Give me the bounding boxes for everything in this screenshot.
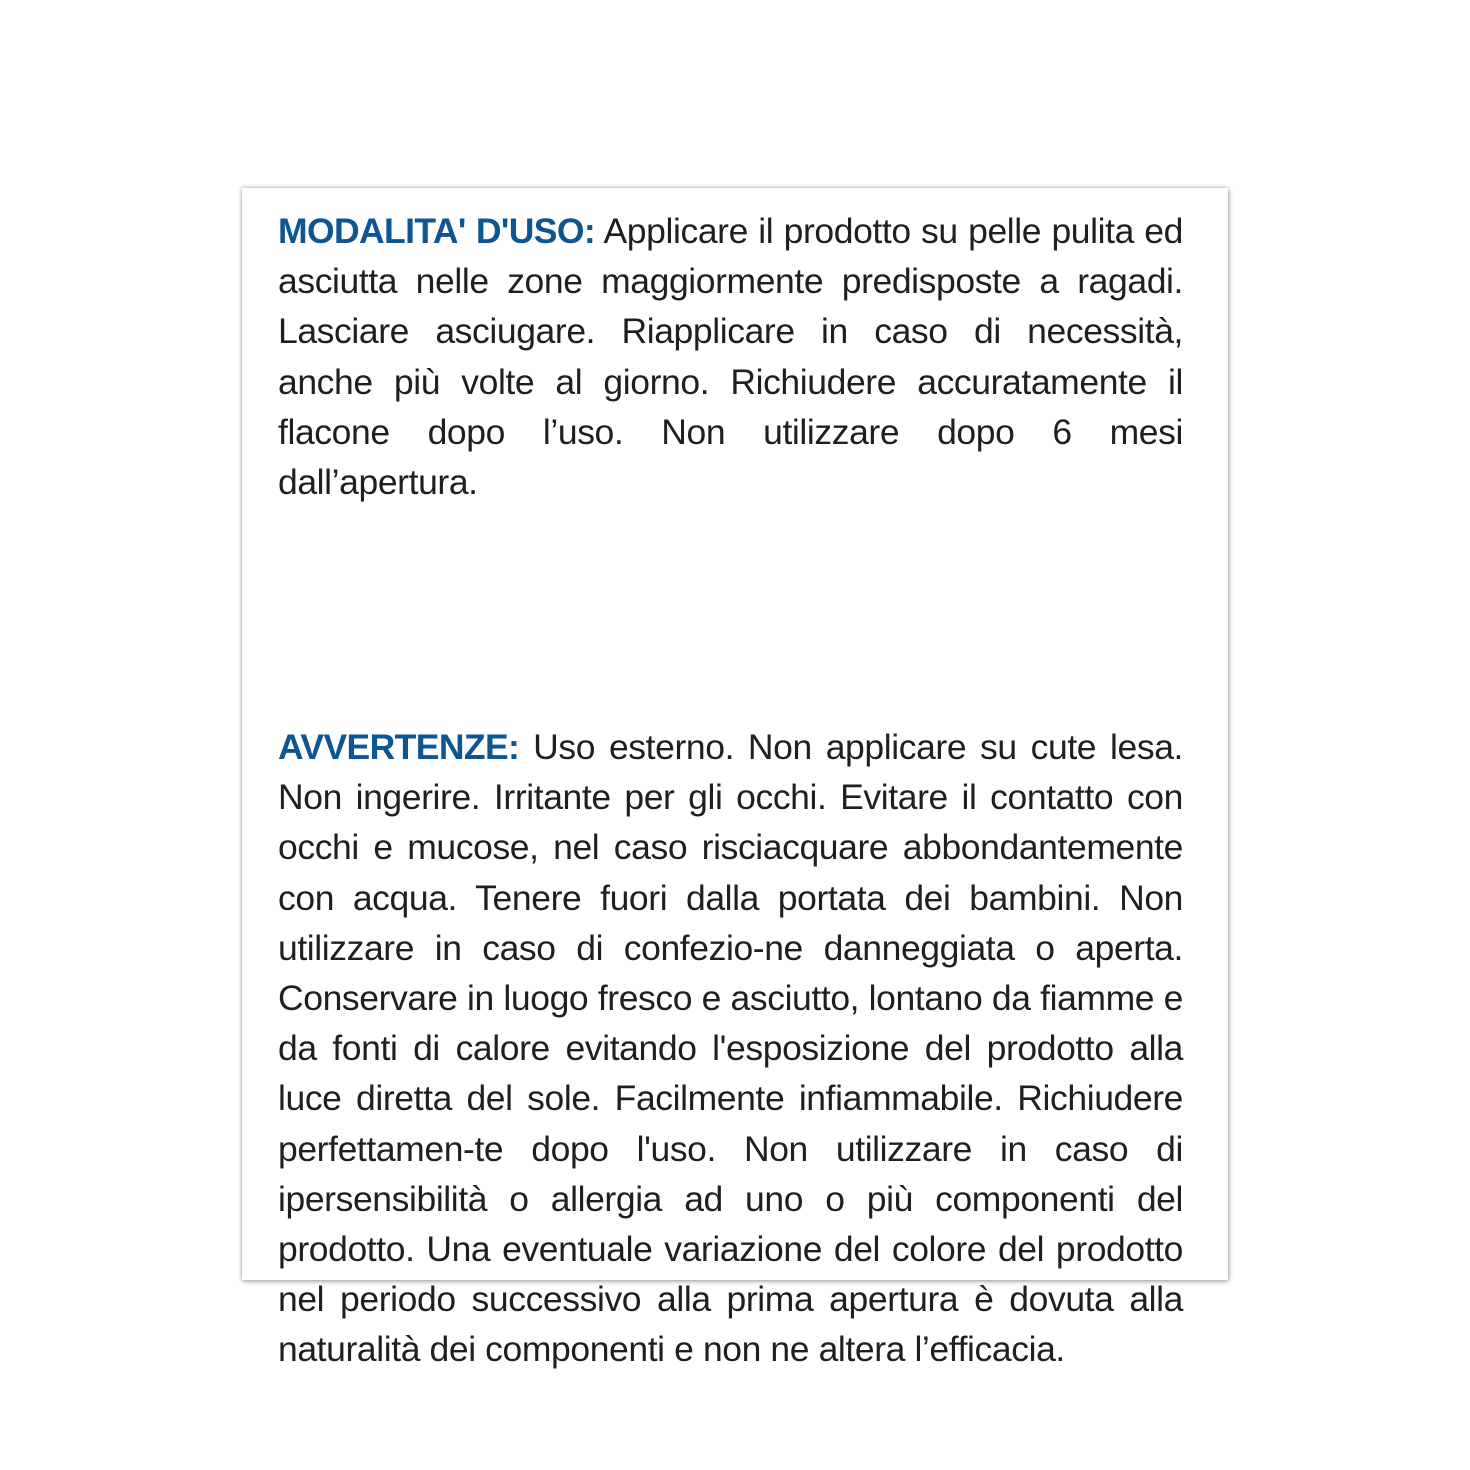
instructions-card: [242, 188, 1228, 1370]
warnings-text: Uso esterno. Non applicare su cute lesa. Non ingerire. Irritante per gli occhi. Evitare il contatto con occhi e mucose, nel caso risciacquare abbondantemente con acqua. Tenere fuori dalla portata dei bambini. Non utilizzare in caso di confezio-ne danneggiata o aperta. Conservare in luogo fresco e asciutto, lontano da fiamme e da fonti di calore evitando l'esposizione del prodotto alla luce diretta del sole. Facilmente infiammabile. Richiudere perfettamen-te dopo l'uso. Non utilizzare in caso di ipersensibilità o allergia ad uno o più componenti del prodotto. Una eventuale variazione del colore del prodotto nel periodo successivo alla prima apertura è dovuta alla naturalità dei componenti e non ne altera l’efficacia.: [278, 727, 1183, 1370]
usage-text: Applicare il prodotto su pelle pulita ed asciutta nelle zone maggiormente predisposte a ragadi. Lasciare asciugare. Riapplicare in caso di necessità, anche più volte al giorno. Richiudere accuratamente il flacone dopo l’uso. Non utilizzare dopo 6 mesi dall’apertura.: [278, 211, 1183, 503]
usage-paragraph: [278, 206, 1183, 507]
warnings-section: [278, 722, 1183, 1375]
usage-label: MODALITA' D'USO:: [278, 211, 596, 251]
warnings-label: AVVERTENZE:: [278, 727, 520, 767]
warnings-paragraph: [278, 722, 1183, 1375]
usage-section: [278, 206, 1183, 507]
